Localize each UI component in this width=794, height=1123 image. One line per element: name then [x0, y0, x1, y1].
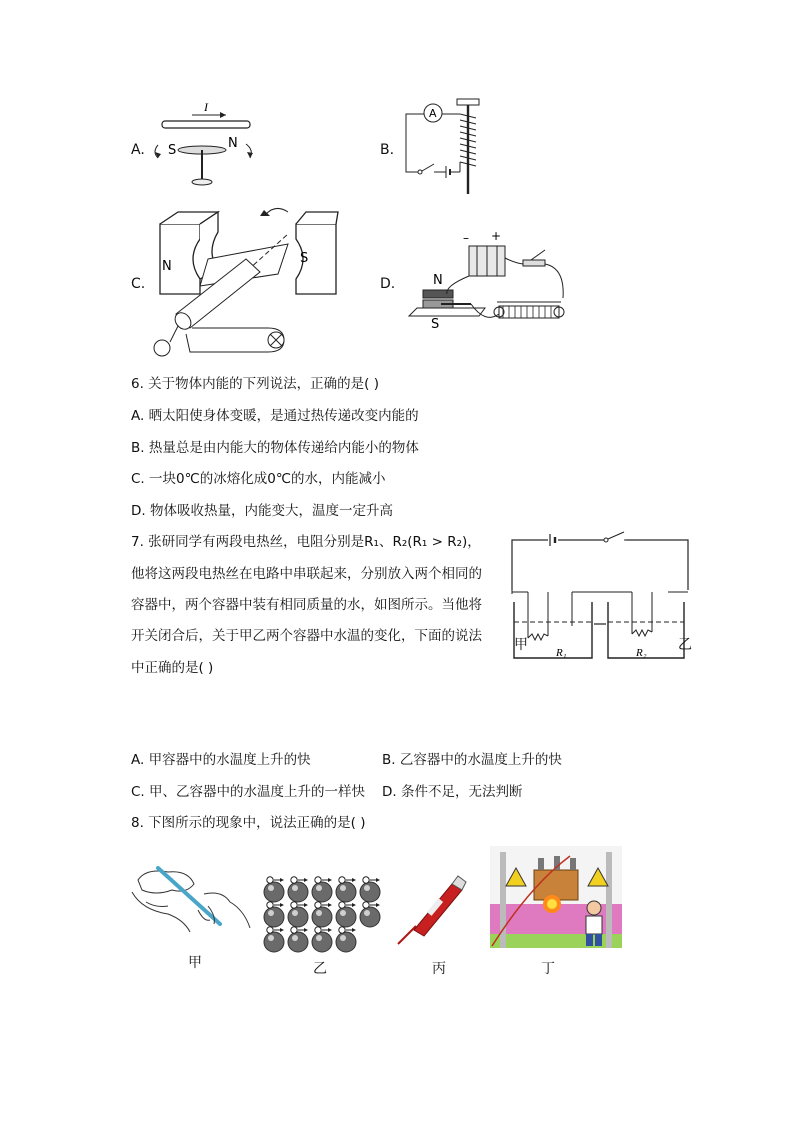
question-6-stem: 6. 关于物体内能的下列说法，正确的是( ): [131, 376, 379, 392]
particle: [264, 882, 284, 902]
question-7-stem-line-3: 容器中，两个容器中装有相同质量的水，如图所示。当他将: [131, 597, 482, 613]
particle: [288, 882, 308, 902]
svg-text:+: +: [491, 229, 502, 243]
particle: [360, 907, 380, 927]
particle: [288, 907, 308, 927]
figure-8-bing-test-pencil: [392, 870, 472, 950]
option-d-label: D.: [380, 276, 396, 292]
svg-text:S: S: [168, 143, 177, 158]
svg-text:N: N: [162, 259, 172, 274]
option-b-label: B.: [380, 142, 395, 158]
figure-8-caption-bing: 丙: [432, 961, 446, 977]
svg-text:N: N: [228, 136, 238, 151]
electron: [315, 877, 321, 883]
question-7-option-d: D. 条件不足，无法判断: [382, 784, 523, 800]
particle: [312, 907, 332, 927]
figure-8-yi-electrons: [262, 872, 392, 948]
particle: [336, 932, 356, 952]
electron: [291, 927, 297, 933]
figure-8-jia-rubbing-rod: [128, 850, 253, 940]
figure-b-electromagnet: [400, 96, 490, 196]
question-7-stem-line-1: 7. 张研同学有两段电热丝，电阻分别是R₁、R₂(R₁ > R₂)，: [131, 534, 481, 550]
question-6-option-b: B. 热量总是由内能大的物体传递给内能小的物体: [131, 440, 419, 456]
particle: [312, 882, 332, 902]
electron: [339, 927, 345, 933]
electron: [315, 902, 321, 908]
electron: [267, 902, 273, 908]
electron: [339, 902, 345, 908]
figure-7-label-jia: 甲: [514, 637, 528, 653]
question-7-option-a: A. 甲容器中的水温度上升的快: [131, 752, 311, 768]
figure-8-caption-ding: 丁: [541, 961, 555, 977]
particle: [360, 882, 380, 902]
question-6-option-a: A. 晒太阳使身体变暖，是通过热传递改变内能的: [131, 408, 419, 424]
particle: [264, 932, 284, 952]
particle: [288, 932, 308, 952]
electron: [363, 877, 369, 883]
electron: [291, 877, 297, 883]
svg-text:S: S: [431, 317, 440, 332]
question-7-stem-line-4: 开关闭合后，关于甲乙两个容器中水温的变化，下面的说法: [131, 628, 482, 644]
figure-7-label-yi: 乙: [678, 637, 692, 653]
electron: [339, 877, 345, 883]
figure-8-ding-high-voltage: [490, 846, 622, 948]
option-c-label: C.: [131, 276, 146, 292]
electron: [267, 877, 273, 883]
particle: [312, 932, 332, 952]
question-6-option-c: C. 一块0℃的冰熔化成0℃的水，内能减小: [131, 471, 386, 487]
figure-a-compass-wire: [150, 100, 260, 190]
figure-8-caption-jia: 甲: [188, 955, 202, 971]
particle: [336, 882, 356, 902]
question-8-stem: 8. 下图所示的现象中，说法正确的是( ): [131, 815, 366, 831]
figure-7-series-heaters: [508, 530, 693, 670]
svg-text:A: A: [429, 107, 437, 120]
question-7-option-c: C. 甲、乙容器中的水温度上升的一样快: [131, 784, 366, 800]
option-a-label: A.: [131, 142, 145, 158]
figure-d-generator-setup: [405, 228, 580, 333]
svg-text:N: N: [433, 273, 443, 288]
electron: [291, 902, 297, 908]
electron: [315, 927, 321, 933]
particle: [336, 907, 356, 927]
figure-8-caption-yi: 乙: [313, 961, 327, 977]
figure-c-motor: [148, 204, 348, 364]
svg-text:I: I: [204, 100, 208, 114]
svg-text:S: S: [300, 251, 309, 266]
question-7-option-b: B. 乙容器中的水温度上升的快: [382, 752, 562, 768]
question-7-stem-line-5: 中正确的是( ): [131, 660, 214, 676]
question-7-stem-line-2: 他将这两段电热丝在电路中串联起来，分别放入两个相同的: [131, 566, 482, 582]
electron: [363, 902, 369, 908]
question-6-option-d: D. 物体吸收热量，内能变大，温度一定升高: [131, 503, 393, 519]
electron: [267, 927, 273, 933]
svg-text:–: –: [463, 231, 469, 245]
svg-text:R₂: R₂: [636, 647, 647, 659]
particle: [264, 907, 284, 927]
svg-text:R₁: R₁: [556, 647, 567, 659]
